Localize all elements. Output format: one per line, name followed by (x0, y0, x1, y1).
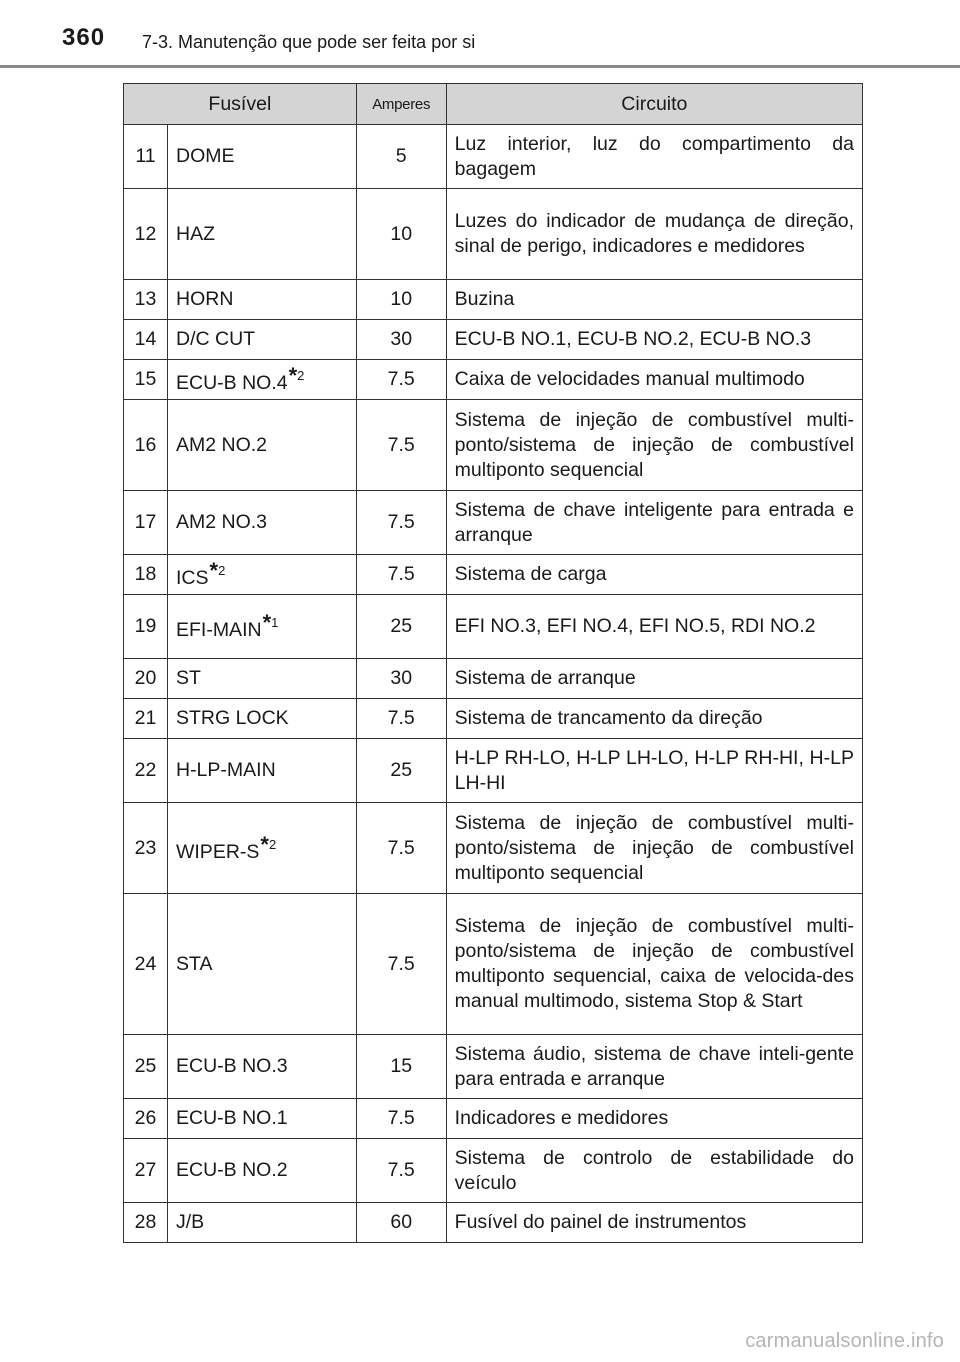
footnote-number: 2 (268, 836, 277, 852)
fuse-number: 16 (124, 400, 168, 491)
fuse-name: HAZ (175, 222, 215, 245)
fuse-circuit: Sistema de arranque (446, 659, 862, 699)
fuse-name-cell (167, 894, 356, 1035)
footnote-number: 2 (297, 368, 305, 383)
footnote-marker (209, 558, 226, 583)
fuse-number: 24 (124, 894, 168, 1035)
fuse-amperes: 7.5 (356, 1139, 446, 1203)
table-row (124, 555, 863, 595)
table-row (124, 491, 863, 555)
fuse-circuit: Luzes do indicador de mudança de direção, sinal de perigo, indicadores e medidores (446, 189, 862, 280)
column-header-fuse: Fusível (124, 84, 357, 125)
fuse-name-cell (167, 280, 356, 320)
header-divider (0, 65, 960, 68)
fuse-name-cell (167, 595, 356, 659)
fuse-circuit: Sistema de injeção de combustível multi-ponto/sistema de injeção de combustível multiponto sequencial (446, 400, 862, 491)
asterisk-icon: * (260, 831, 269, 857)
asterisk-icon: * (209, 558, 219, 583)
fuse-name: ST (175, 667, 201, 689)
fuse-name-cell (167, 1139, 356, 1203)
fuse-number: 11 (124, 125, 168, 189)
fuse-amperes: 7.5 (356, 555, 446, 595)
fuse-name: HORN (175, 288, 234, 310)
page-header (0, 0, 960, 70)
fuse-number: 18 (124, 555, 168, 595)
fuse-name-cell (167, 400, 356, 491)
fuse-name: AM2 NO.2 (175, 433, 268, 456)
footnote-number: 2 (218, 563, 226, 578)
fuse-amperes: 5 (356, 125, 446, 189)
asterisk-icon: * (288, 363, 298, 388)
fuse-name-cell (167, 189, 356, 280)
fuse-number: 13 (124, 280, 168, 320)
fuse-amperes: 7.5 (356, 803, 446, 894)
fuse-circuit: Sistema áudio, sistema de chave inteli-gente para entrada e arranque (446, 1035, 862, 1099)
fuse-name-cell (167, 1099, 356, 1139)
table-row (124, 894, 863, 1035)
fuse-amperes: 7.5 (356, 400, 446, 491)
fuse-circuit: H-LP RH-LO, H-LP LH-LO, H-LP RH-HI, H-LP LH-HI (446, 739, 862, 803)
fuse-number: 20 (124, 659, 168, 699)
fuse-amperes: 15 (356, 1035, 446, 1099)
table-row (124, 189, 863, 280)
fuse-amperes: 7.5 (356, 491, 446, 555)
fuse-circuit: Sistema de injeção de combustível multi-ponto/sistema de injeção de combustível multiponto sequencial, caixa de velocida-des manual multimodo, sistema Stop & Start (446, 894, 862, 1035)
footnote-marker (262, 610, 279, 635)
table-header (124, 84, 863, 125)
fuse-number: 19 (124, 595, 168, 659)
fuse-name-cell (167, 1035, 356, 1099)
fuse-circuit: Sistema de carga (446, 555, 862, 595)
watermark: carmanualsonline.info (745, 1330, 944, 1352)
table-row (124, 803, 863, 894)
fuse-amperes: 7.5 (356, 894, 446, 1035)
fuse-circuit: Caixa de velocidades manual multimodo (446, 360, 862, 400)
fuse-name: D/C CUT (175, 328, 256, 350)
fuse-number: 22 (124, 739, 168, 803)
fuse-name: AM2 NO.3 (175, 511, 268, 533)
fuse-circuit: Buzina (446, 280, 862, 320)
fuse-number: 21 (124, 699, 168, 739)
fuse-circuit: Sistema de trancamento da direção (446, 699, 862, 739)
fuse-name-cell (167, 320, 356, 360)
table-row (124, 400, 863, 491)
fuse-circuit: Sistema de controlo de estabilidade do veículo (446, 1139, 862, 1203)
fuse-name-cell (167, 739, 356, 803)
asterisk-icon: * (262, 610, 272, 635)
fuse-name: EFI-MAIN (175, 619, 262, 641)
table-row (124, 1139, 863, 1203)
fuse-amperes: 25 (356, 739, 446, 803)
fuse-name: ECU-B NO.4 (175, 372, 288, 394)
fuse-amperes: 7.5 (356, 1099, 446, 1139)
fuse-name-cell (167, 659, 356, 699)
fuse-name-cell (167, 1203, 356, 1243)
fuse-number: 23 (124, 803, 168, 894)
fuse-number: 15 (124, 360, 168, 400)
fuse-number: 12 (124, 189, 168, 280)
fuse-amperes: 30 (356, 320, 446, 360)
fuse-name-cell (167, 803, 356, 894)
fuse-circuit: EFI NO.3, EFI NO.4, EFI NO.5, RDI NO.2 (446, 595, 862, 659)
section-title: 7-3. Manutenção que pode ser feita por si (142, 32, 476, 52)
table-row (124, 659, 863, 699)
fuse-number: 14 (124, 320, 168, 360)
table-row (124, 320, 863, 360)
table-row (124, 739, 863, 803)
fuse-name: ECU-B NO.2 (175, 1159, 288, 1181)
fuse-name-cell (167, 699, 356, 739)
table-row (124, 595, 863, 659)
column-header-amperes: Amperes (356, 84, 446, 125)
fuse-name: STA (175, 952, 213, 975)
fuse-name: H-LP-MAIN (175, 759, 276, 781)
fuse-number: 26 (124, 1099, 168, 1139)
table-row (124, 280, 863, 320)
column-header-circuit: Circuito (446, 84, 862, 125)
fuse-name-cell (167, 491, 356, 555)
fuse-amperes: 10 (356, 280, 446, 320)
fuse-number: 17 (124, 491, 168, 555)
fuse-amperes: 10 (356, 189, 446, 280)
table-row (124, 1035, 863, 1099)
table-row (124, 125, 863, 189)
footnote-number: 1 (271, 615, 279, 630)
fuse-name: ECU-B NO.3 (175, 1055, 288, 1077)
fuse-circuit: Sistema de chave inteligente para entrada e arranque (446, 491, 862, 555)
table-row (124, 1099, 863, 1139)
fuse-amperes: 7.5 (356, 360, 446, 400)
fuse-amperes: 25 (356, 595, 446, 659)
table-row (124, 699, 863, 739)
fuse-number: 28 (124, 1203, 168, 1243)
fuse-circuit: Fusível do painel de instrumentos (446, 1203, 862, 1243)
fuse-name: STRG LOCK (175, 707, 289, 729)
footnote-marker (288, 363, 305, 388)
fuse-amperes: 7.5 (356, 699, 446, 739)
fuse-amperes: 60 (356, 1203, 446, 1243)
fuse-name: WIPER-S (175, 840, 260, 863)
footnote-marker (260, 831, 277, 857)
fuse-name-cell (167, 555, 356, 595)
fuse-amperes: 30 (356, 659, 446, 699)
fuse-name: J/B (175, 1211, 205, 1233)
page-number: 360 (62, 24, 106, 51)
fuse-circuit: Indicadores e medidores (446, 1099, 862, 1139)
fuse-circuit: Luz interior, luz do compartimento da bagagem (446, 125, 862, 189)
table-body (124, 125, 863, 1243)
fuse-name: ECU-B NO.1 (175, 1107, 288, 1129)
fuse-number: 27 (124, 1139, 168, 1203)
fuse-circuit: ECU-B NO.1, ECU-B NO.2, ECU-B NO.3 (446, 320, 862, 360)
fuse-name-cell (167, 360, 356, 400)
fuse-name-cell (167, 125, 356, 189)
table-row (124, 360, 863, 400)
table-row (124, 1203, 863, 1243)
fuse-circuit: Sistema de injeção de combustível multi-ponto/sistema de injeção de combustível multiponto sequencial (446, 803, 862, 894)
fuse-table (123, 83, 863, 1243)
fuse-name: ICS (175, 567, 209, 589)
fuse-number: 25 (124, 1035, 168, 1099)
fuse-name: DOME (175, 145, 235, 167)
